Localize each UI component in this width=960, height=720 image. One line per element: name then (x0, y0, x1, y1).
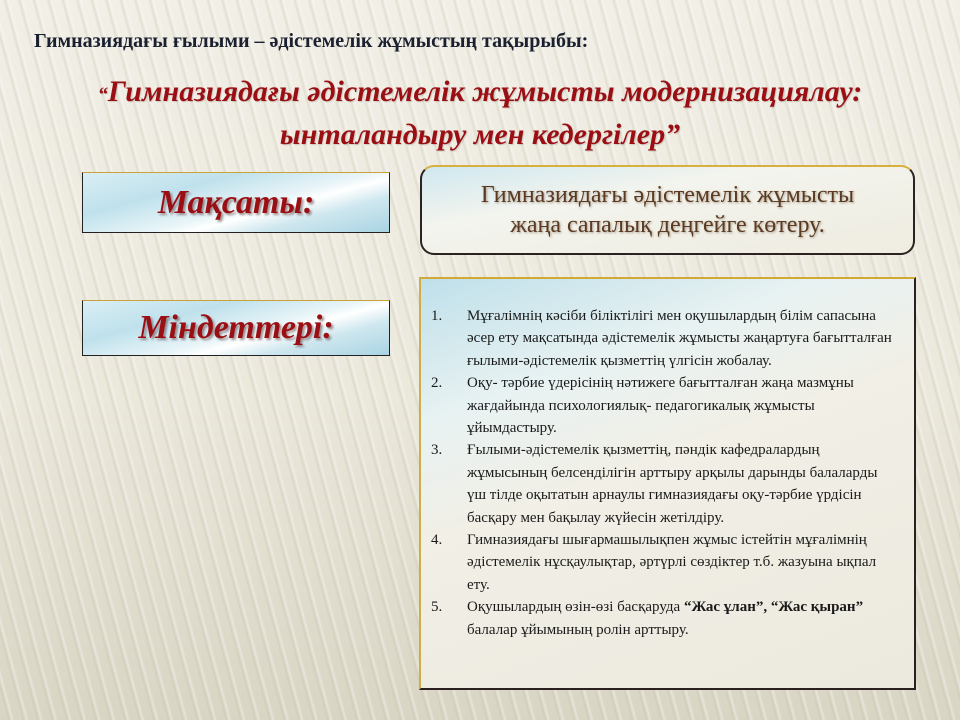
goal-text-line-2: жаңа сапалық деңгейге көтеру. (510, 212, 825, 238)
goal-text-line-1: Гимназиядағы әдістемелік жұмысты (480, 182, 855, 208)
task-item: 4. Гимназиядағы шығармашылықпен жұмыс істейтін мұғалімнің әдістемелік нұсқаулықтар, әртүрлі сөздіктер т.б. жазуына ықпал ету. (431, 532, 877, 593)
goal-label-box (82, 172, 390, 233)
task-item: 5. Оқушылардың өзін-өзі басқаруда “Жас ұлан”, “Жас қыран” балалар ұйымының ролін арттыру. (431, 599, 864, 638)
topic-title (40, 72, 920, 155)
tasks-label: Міндеттері: (138, 309, 334, 346)
tasks-list (431, 305, 900, 641)
task-item: 2. Оқу- тәрбие үдерісінің нәтижеге бағытталған жаңа мазмұны жағдайында психологиялық- педагогикалық жұмысты ұйымдастыру. (431, 375, 854, 437)
goal-label: Мақсаты: (157, 183, 315, 221)
youth-organizations-names: “Жас ұлан”, “Жас қыран” (683, 599, 864, 616)
task-item: 3. Ғылыми-әдістемелік қызметтің, пәндік кафедралардың жұмысының белсенділігін арттыру арқылы дарынды балаларды үш тілде оқытатын арнаулы гимназиядағы оқу-тәрбие үрдісін басқару мен бақылау жүйесін жетілдіру. (431, 442, 878, 526)
slide-heading: Гимназиядағы ғылыми – әдістемелік жұмыстың тақырыбы: (34, 30, 589, 52)
task-item: 1. Мұғалімнің кәсіби біліктілігі мен оқушылардың білім сапасына әсер ету мақсатында әдістемелік жұмысты жаңартуға бағытталған ғылыми-әдістемелік қызметтің үлгісін жобалау. (431, 308, 892, 369)
topic-line-2: ынталандыру мен кедергілер” (279, 118, 681, 151)
goal-text-box (420, 165, 915, 255)
tasks-list-box (419, 277, 916, 690)
tasks-label-box (82, 300, 390, 356)
topic-line-1: “Гимназиядағы әдістемелік жұмысты модернизациялау: (97, 75, 863, 108)
